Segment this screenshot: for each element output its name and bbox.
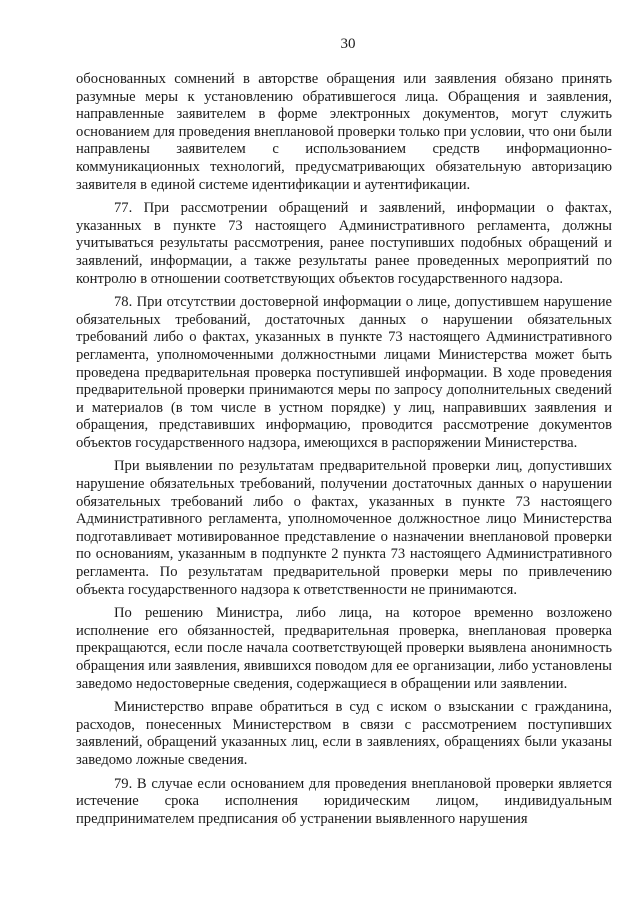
paragraph-continuation: обоснованных сомнений в авторстве обращения или заявления обязано принять разумные меры к установлению обратившегося лица. Обращения и заявления, направленные заявителем в форме электронных документов, могут служить основанием для проведения внеплановой проверки только при условии, что они были направлены заявителем с использованием средств информационно-коммуникационных технологий, предусматривающих обязательную авторизацию заявителя в единой системе идентификации и аутентификации.: [76, 71, 612, 193]
paragraph-court-claim: Министерство вправе обратиться в суд с иском о взыскании с гражданина, расходов, понесенных Министерством в связи с рассмотрением поступивших заявлений, обращений указанных лиц, если в заявлениях, обращениях были указаны заведомо ложные сведения.: [76, 699, 612, 768]
paragraph-77: 77. При рассмотрении обращений и заявлений, информации о фактах, указанных в пункте 73 настоящего Административного регламента, должны учитываться результаты рассмотрения, ранее поступивших подобных обращений и заявлений, информации, а также результаты ранее проведенных мероприятий по контролю в отношении соответствующих объектов государственного надзора.: [76, 200, 612, 287]
paragraph-79: 79. В случае если основанием для проведения внеплановой проверки является истечение срока исполнения юридическим лицом, индивидуальным предпринимателем предписания об устранении выявленного нарушения: [76, 775, 612, 827]
paragraph-78: 78. При отсутствии достоверной информации о лице, допустившем нарушение обязательных требований, достаточных данных о нарушении обязательных требований либо о фактах, указанных в пункте 73 настоящего Административного регламента, уполномоченными должностными лицами Министерства может быть проведена предварительная проверка поступившей информации. В ходе проведения предварительной проверки принимаются меры по запросу дополнительных сведений и материалов (в том числе в устном порядке) у лиц, направивших заявления и обращения, представивших информацию, проводится рассмотрение документов объектов государственного надзора, имеющихся в распоряжении Министерства.: [76, 294, 612, 451]
page-number: 30: [340, 36, 356, 52]
paragraph-minister-decision: По решению Министра, либо лица, на которое временно возложено исполнение его обязанностей, предварительная проверка, внеплановая проверка прекращаются, если после начала соответствующей проверки выявлена анонимность обращения или заявления, явившихся поводом для ее организации, либо установлены заведомо недостоверные сведения, содержащиеся в обращении или заявлении.: [76, 605, 612, 692]
paragraph-preliminary-check-results: При выявлении по результатам предварительной проверки лиц, допустивших нарушение обязательных требований, получении достаточных данных о нарушении обязательных требований либо о фактах, указанных в пункте 73 настоящего Административного регламента, уполномоченное должностное лицо Министерства подготавливает мотивированное представление о назначении внеплановой проверки по основаниям, указанным в подпункте 2 пункта 73 настоящего Административного регламента. По результатам предварительной проверки меры по привлечению объекта государственного надзора к ответственности не принимаются.: [76, 458, 612, 598]
